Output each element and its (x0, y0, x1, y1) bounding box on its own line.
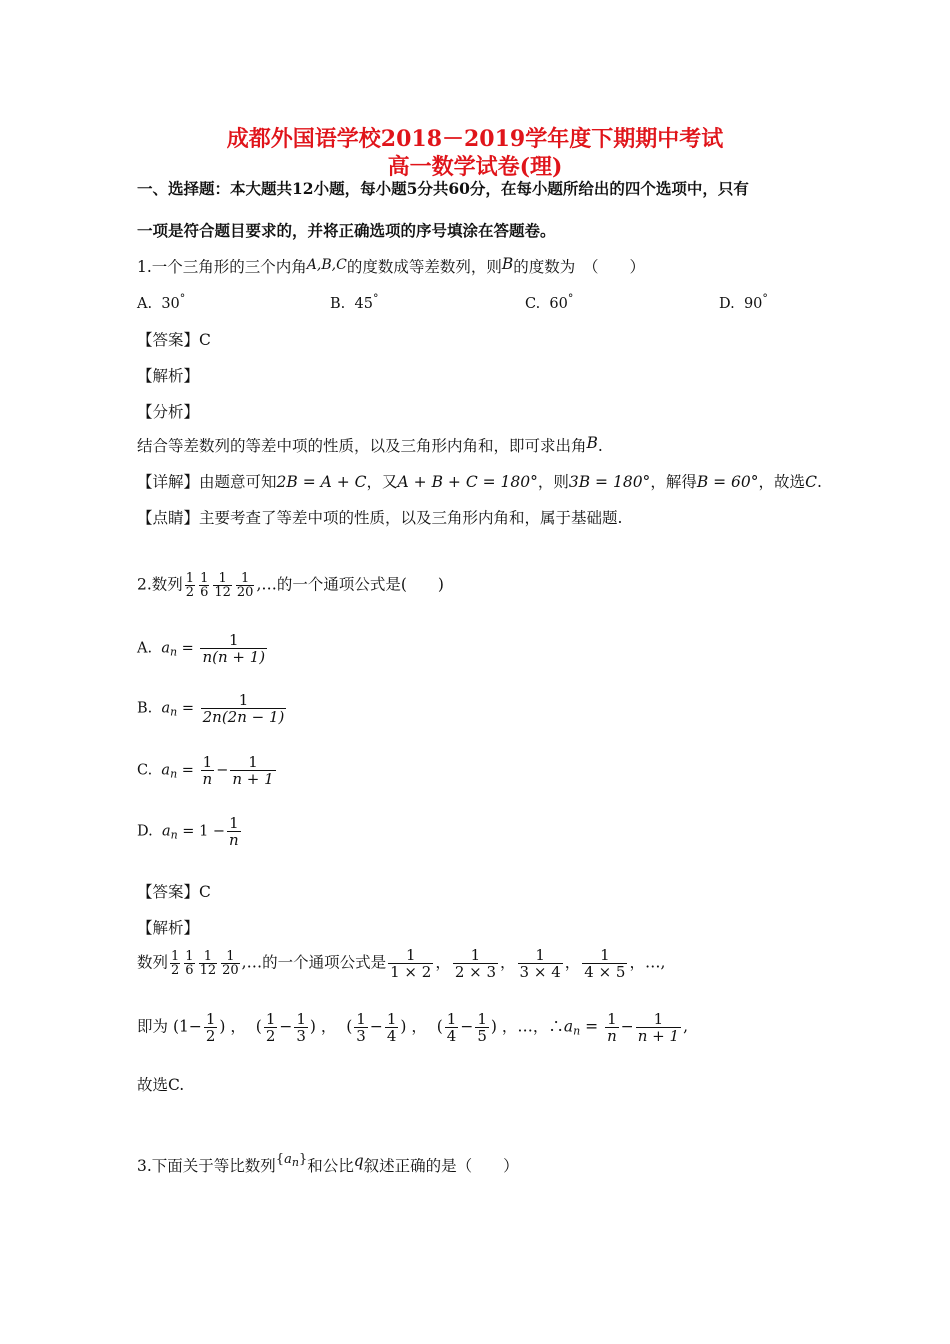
q1-fenxi-tag: 【分析】 (137, 403, 200, 421)
q1-comment: 【点睛】主要考查了等差中项的性质，以及三角形内角和，属于基础题. (137, 509, 623, 527)
q2-answer: 【答案】C (137, 883, 211, 901)
q2-option-a[interactable]: A. $a_n$ = $\frac{1}{n(n + 1)}$ (137, 631, 266, 666)
section-intro-line2: 一项是符合题目要求的，并将正确选项的序号填涂在答题卷。 (137, 221, 556, 240)
q1-analysis: 结合等差数列的等差中项的性质，以及三角形内角和，即可求出角B. (137, 434, 603, 455)
exam-title: 成都外国语学校2018－2019学年度下期期中考试 (226, 126, 724, 152)
q2-solution-line1: 数列 $\frac{1}{2}$ $\frac{1}{6}$ $\frac{1}{12}$ $\frac{1}{20}$ ,…的一个通项公式是 $\frac{1}{1 \times 2}$ ， $\frac{1}{2 \times 3}$ ， $\frac{1}{3 \times 4}$ ， $\frac{1}{4 \times 5}$ ，…, (137, 946, 666, 981)
section-intro-line1: 一、选择题：本大题共12小题，每小题5分共60分，在每小题所给出的四个选项中，只有 (137, 179, 749, 198)
q2-option-b[interactable]: B. $a_n$ = $\frac{1}{2n(2n - 1)}$ (137, 691, 285, 726)
q2-solution-line2: 即为 (1− $\frac{1}{2}$ ) ， ( $\frac{1}{2}$ − $\frac{1}{3}$ ) ， ( $\frac{1}{3}$ − $\frac{1}{4}$ ) ， ( $\frac{1}{4}$ − $\frac{1}{5}$ ) ，…，$\therefore a_n$ = $\frac{1}{n}$ − $\frac{1}{n + 1}$ , (137, 1010, 688, 1045)
exam-subtitle: 高一数学试卷(理) (387, 154, 563, 180)
q1-option-d[interactable]: D. 90° (719, 292, 768, 312)
q2-conclusion: 故选C. (137, 1076, 185, 1094)
q2-option-c[interactable]: C. $a_n$ = $\frac{1}{n}$ − $\frac{1}{n + 1}$ (137, 753, 274, 788)
q2-option-d[interactable]: D. $a_n = 1$ − $\frac{1}{n}$ (137, 814, 239, 849)
q2-stem: 2.数列 $\frac{1}{2}$ $\frac{1}{6}$ $\frac{1}{12}$ $\frac{1}{20}$ ,…的一个通项公式是( ) (137, 571, 444, 600)
q1-stem: 1.一个三角形的三个内角A,B,C的度数成等差数列，则B的度数为 （ ） (137, 255, 645, 276)
q1-jiexi-tag: 【解析】 (137, 367, 200, 385)
q1-option-c[interactable]: C. 60° (525, 292, 574, 312)
q2-jiexi-tag: 【解析】 (137, 919, 200, 937)
q1-answer: 【答案】C (137, 331, 211, 349)
q1-detail: 【详解】由题意可知2B = A + C，又A + B + C = 180°，则3B = 180°，解得B = 60°，故选C. (137, 473, 822, 491)
q3-stem: 3.下面关于等比数列$^{\{a_n\}}$和公比q叙述正确的是（ ） (137, 1152, 519, 1175)
q1-option-b[interactable]: B. 45° (330, 292, 379, 312)
q1-option-a[interactable]: A. 30° (137, 292, 186, 312)
